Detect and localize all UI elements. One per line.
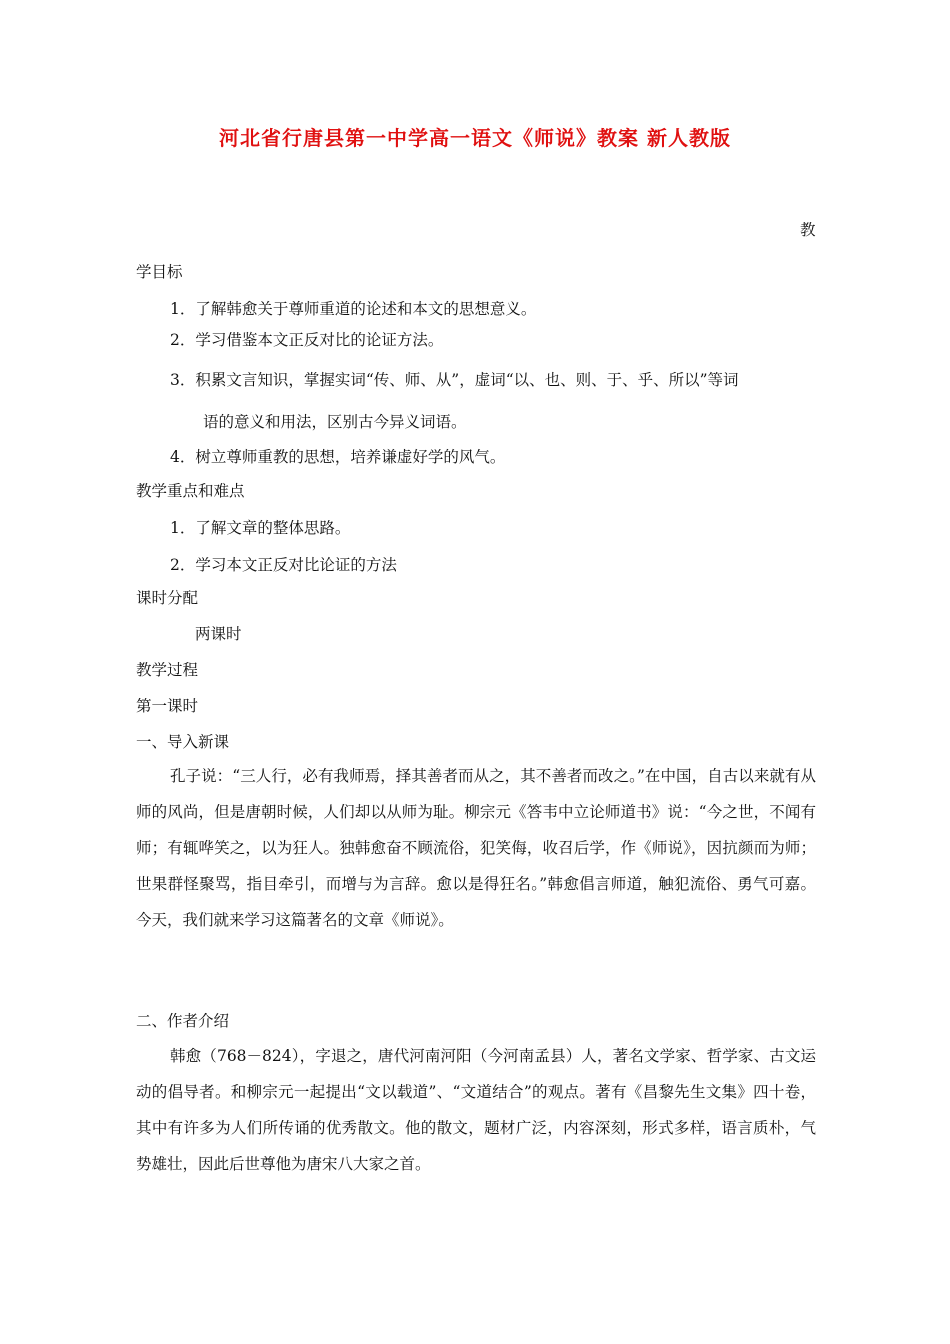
section-intro-paragraph: 孔子说：“三人行，必有我师焉，择其善者而从之，其不善者而改之。”在中国，自古以来就有从师的风尚，但是唐朝时候，人们却以从师为耻。柳宗元《答韦中立论师道书》说：“今之世，不闻有师；有辄哗笑之，以为狂人。独韩愈奋不顾流俗，犯笑侮，收召后学，作《师说》，因抗颜而为师；世果群怪聚骂，指目牵引，而增与为言辞。愈以是得狂名。”韩愈倡言师道，触犯流俗、勇气可嘉。今天，我们就来学习这篇著名的文章《师说》。 <box>136 767 816 929</box>
time-allocation-value: 两课时 <box>195 625 242 643</box>
key-point-item: 2．学习本文正反对比论证的方法 <box>170 556 397 574</box>
objectives-heading: 学目标 <box>136 263 183 281</box>
time-allocation-heading: 课时分配 <box>136 589 199 607</box>
section-author-paragraph: 韩愈（768－824），字退之，唐代河南河阳（今河南孟县）人，著名文学家、哲学家、古文运动的倡导者。和柳宗元一起提出“文以载道”、“文道结合”的观点。著有《昌黎先生文集》四十卷，其中有许多为人们所传诵的优秀散文。他的散文，题材广泛，内容深刻，形式多样，语言质朴，气势雄壮，因此后世尊他为唐宋八大家之首。 <box>136 1047 816 1173</box>
document-title: 河北省行唐县第一中学高一语文《师说》教案 新人教版 <box>219 126 731 150</box>
objective-item: 2．学习借鉴本文正反对比的论证方法。 <box>170 331 444 349</box>
objective-item: 3．积累文言知识，掌握实词“传、师、从”，虚词“以、也、则、于、乎、所以”等词 <box>170 371 739 389</box>
orphan-character: 教 <box>800 221 816 239</box>
objective-item-continuation: 语的意义和用法，区别古今异义词语。 <box>203 413 467 431</box>
key-points-heading: 教学重点和难点 <box>136 482 245 500</box>
key-point-item: 1．了解文章的整体思路。 <box>170 519 351 537</box>
teaching-process-heading: 教学过程 <box>136 661 199 679</box>
objective-item: 1．了解韩愈关于尊师重道的论述和本文的思想意义。 <box>170 300 537 318</box>
section-author-heading: 二、作者介绍 <box>136 1012 230 1030</box>
objective-item: 4．树立尊师重教的思想，培养谦虚好学的风气。 <box>170 448 506 466</box>
section-intro-heading: 一、导入新课 <box>136 733 230 751</box>
lesson-one-heading: 第一课时 <box>136 697 199 715</box>
